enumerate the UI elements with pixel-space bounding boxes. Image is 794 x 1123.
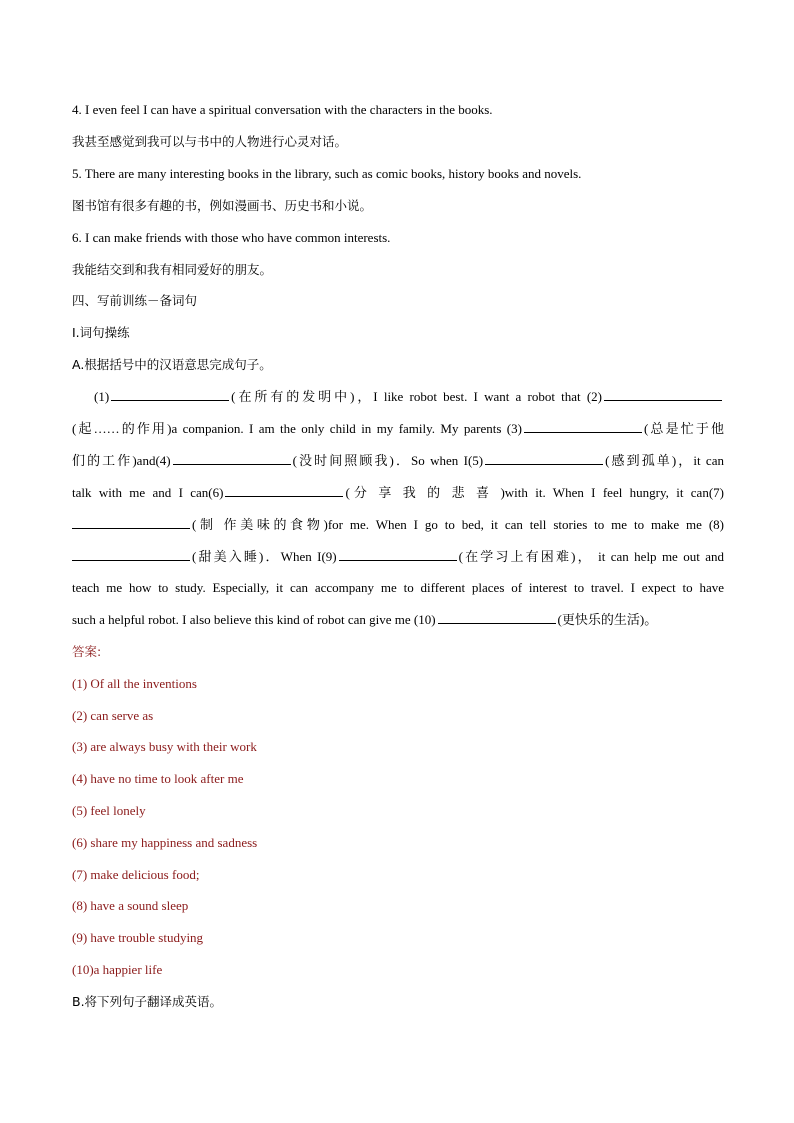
passage-text: (制 作美味的食物)for me. When I go to bed, it can tell stories to me to make me (8) [192, 517, 724, 532]
answer-blank-6[interactable] [225, 483, 343, 497]
passage-text: (起……的作用)a companion. I am the only child in my family. My parents (3) [72, 421, 522, 436]
part-b-heading: B.将下列句子翻译成英语。 [72, 994, 223, 1009]
answer-blank-2[interactable] [604, 387, 722, 401]
passage-text: (甜美入睡)．When I(9) [192, 549, 337, 564]
answer-item: (9) have trouble studying [72, 930, 204, 945]
answer-blank-10[interactable] [438, 610, 556, 624]
answer-item: (10)a happier life [72, 962, 163, 977]
answer-blank-9[interactable] [339, 547, 457, 561]
answer-item: (4) have no time to look after me [72, 771, 244, 786]
blank-number: (1) [94, 389, 110, 404]
answer-item: (7) make delicious food; [72, 867, 200, 882]
passage-line-6 [72, 547, 724, 567]
sentence-4-chinese: 我甚至感觉到我可以与书中的人物进行心灵对话。 [72, 134, 348, 149]
sentence-4-english: 4. I even feel I can have a spiritual conversation with the characters in the books. [72, 102, 493, 117]
sub-heading: I.词句操练 [72, 325, 130, 340]
answer-blank-5[interactable] [485, 451, 603, 465]
passage-line-1 [72, 387, 724, 407]
passage-text: (更快乐的生活)。 [557, 612, 658, 627]
sentence-6-english: 6. I can make friends with those who have common interests. [72, 230, 391, 245]
passage-text: (没时间照顾我)．So when I(5) [292, 453, 484, 468]
passage-text: (在学习上有困难)， it can help me out and [458, 549, 724, 564]
passage-text: talk with me and I can(6) [72, 485, 224, 500]
part-a-heading: A.根据括号中的汉语意思完成句子。 [72, 357, 272, 372]
answer-blank-4[interactable] [173, 451, 291, 465]
answer-item: (8) have a sound sleep [72, 898, 189, 913]
passage-line-8 [72, 610, 724, 630]
passage-line-4 [72, 483, 724, 503]
passage-line-2 [72, 419, 724, 439]
passage-line-7: teach me how to study. Especially, it can accompany me to different places of interest to travel. I expect to have [72, 580, 724, 595]
passage-text: (分 享 我 的 悲 喜 )with it. When I feel hungry, it can(7) [345, 485, 724, 500]
answer-blank-8[interactable] [72, 547, 190, 561]
answer-item: (2) can serve as [72, 708, 154, 723]
sentence-5-chinese: 图书馆有很多有趣的书，例如漫画书、历史书和小说。 [72, 198, 373, 213]
answer-blank-7[interactable] [72, 515, 190, 529]
passage-text: (在所有的发明中)，I like robot best. I want a robot that (2) [231, 389, 602, 404]
passage-text: (感到孤单)，it can [605, 453, 724, 468]
answer-item: (5) feel lonely [72, 803, 146, 818]
answer-item: (6) share my happiness and sadness [72, 835, 258, 850]
passage-line-3 [72, 451, 724, 471]
sentence-5-english: 5. There are many interesting books in the library, such as comic books, history books and novels. [72, 166, 582, 181]
answer-blank-3[interactable] [524, 419, 642, 433]
passage-line-5 [72, 515, 724, 535]
passage-text: (总是忙于他 [643, 421, 724, 436]
sentence-6-chinese: 我能结交到和我有相同爱好的朋友。 [72, 262, 273, 277]
section-heading: 四、写前训练－备词句 [72, 293, 198, 308]
passage-text: 们的工作)and(4) [72, 453, 171, 468]
answer-item: (3) are always busy with their work [72, 739, 257, 754]
answer-item: (1) Of all the inventions [72, 676, 197, 691]
answer-blank-1[interactable] [111, 387, 229, 401]
answers-label: 答案: [72, 644, 102, 659]
passage-text: such a helpful robot. I also believe this kind of robot can give me (10) [72, 612, 436, 627]
